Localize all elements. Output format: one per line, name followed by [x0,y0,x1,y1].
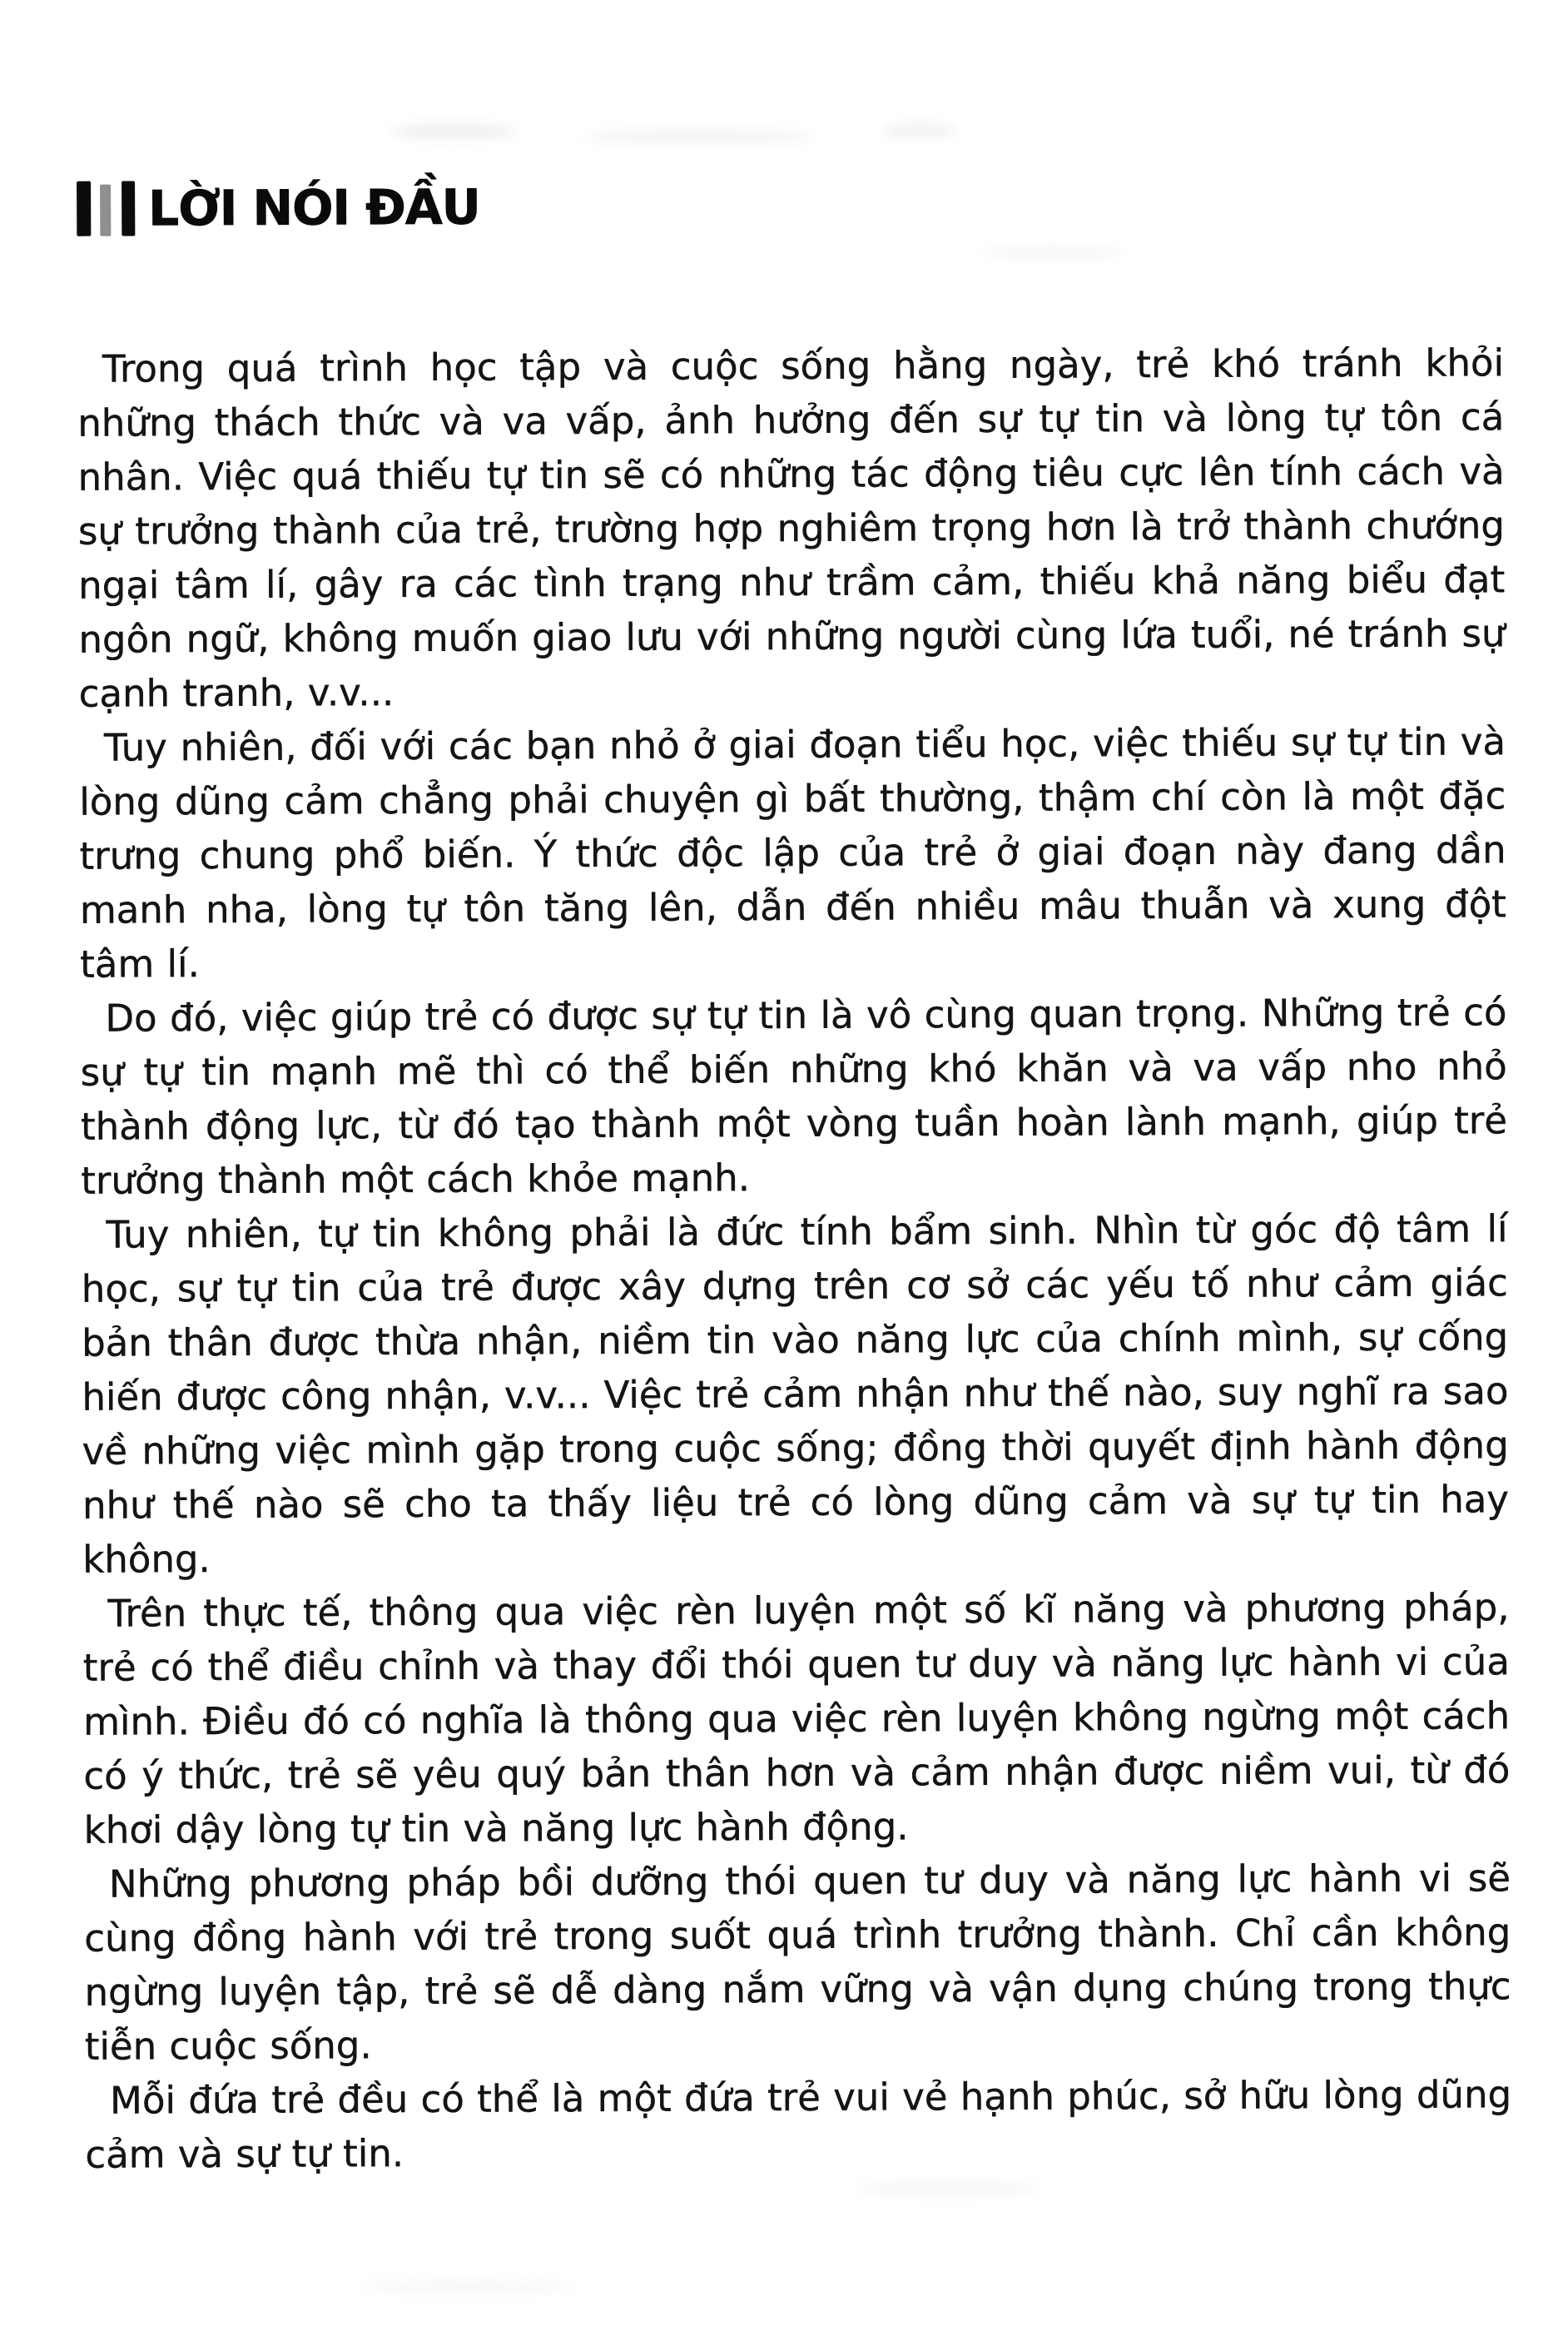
body-text [77,336,1512,2181]
page-content [77,166,1512,2181]
scan-smudge [583,132,816,142]
chapter-header [77,166,1503,245]
paragraph-6: Những phương pháp bồi dưỡng thói quen tư duy và năng lực hành vi sẽ cùng đồng hành với trẻ trong suốt quá trình trưởng thành. Chỉ cần không ngừng luyện tập, trẻ sẽ dễ dàng nắm vững và vận dụng chúng trong thực tiễn cuộc sống. [84,1856,1511,2069]
paragraph-5: Trên thực tế, thông qua việc rèn luyện một số kĩ năng và phương pháp, trẻ có thể điều chỉnh và thay đổi thói quen tư duy và năng lực hành vi của mình. Điều đó có nghĩa là thông qua việc rèn luyện không ngừng một cách có ý thức, trẻ sẽ yêu quý bản thân hơn và cảm nhận được niềm vui, từ đó khơi dậy lòng tự tin và năng lực hành động. [82,1585,1511,1852]
vertical-bar-glyph [77,181,91,236]
vertical-bar-glyph [100,185,111,236]
scan-smudge [857,2181,1040,2196]
title-marker-icon [77,181,135,236]
paragraph-7: Mỗi đứa trẻ đều có thể là một đứa trẻ vui vẻ hạnh phúc, sở hữu lòng dũng cảm và sự tự tin. [85,2072,1512,2177]
page-title: LỜI NÓI ĐẦU [148,178,480,237]
scan-smudge [882,125,957,137]
paragraph-1: Trong quá trình học tập và cuộc sống hằng ngày, trẻ khó tránh khỏi những thách thức và va vấp, ảnh hưởng đến sự tự tin và lòng tự tôn cá nhân. Việc quá thiếu tự tin sẽ có những tác động tiêu cực lên tính cách và sự trưởng thành của trẻ, trường hợp nghiêm trọng hơn là trở thành chướng ngại tâm lí, gây ra các tình trạng như trầm cảm, thiếu khả năng biểu đạt ngôn ngữ, không muốn giao lưu với những người cùng lứa tuổi, né tránh sự cạnh tranh, v.v... [77,340,1506,716]
paragraph-4: Tuy nhiên, tự tin không phải là đức tính bẩm sinh. Nhìn từ góc độ tâm lí học, sự tự tin của trẻ được xây dựng trên cơ sở các yếu tố như cảm giác bản thân được thừa nhận, niềm tin vào năng lực của chính mình, sự cống hiến được công nhận, v.v... Việc trẻ cảm nhận như thế nào, suy nghĩ ra sao về những việc mình gặp trong cuộc sống; đồng thời quyết định hành động như thế nào sẽ cho ta thấy liệu trẻ có lòng dũng cảm và sự tự tin hay không. [81,1206,1510,1582]
scan-smudge [391,125,516,138]
paragraph-3: Do đó, việc giúp trẻ có được sự tự tin là vô cùng quan trọng. Những trẻ có sự tự tin mạnh mẽ thì có thể biến những khó khăn và va vấp nho nhỏ thành động lực, từ đó tạo thành một vòng tuần hoàn lành mạnh, giúp trẻ trưởng thành một cách khỏe mạnh. [80,990,1508,1203]
paragraph-2: Tuy nhiên, đối với các bạn nhỏ ở giai đoạn tiểu học, việc thiếu sự tự tin và lòng dũng cảm chẳng phải chuyện gì bất thường, thậm chí còn là một đặc trưng chung phổ biến. Ý thức độc lập của trẻ ở giai đoạn này đang dần manh nha, lòng tự tôn tăng lên, dẫn đến nhiều mâu thuẫn và xung đột tâm lí. [79,719,1506,987]
scan-smudge [358,2281,574,2293]
vertical-bar-glyph [122,181,135,236]
